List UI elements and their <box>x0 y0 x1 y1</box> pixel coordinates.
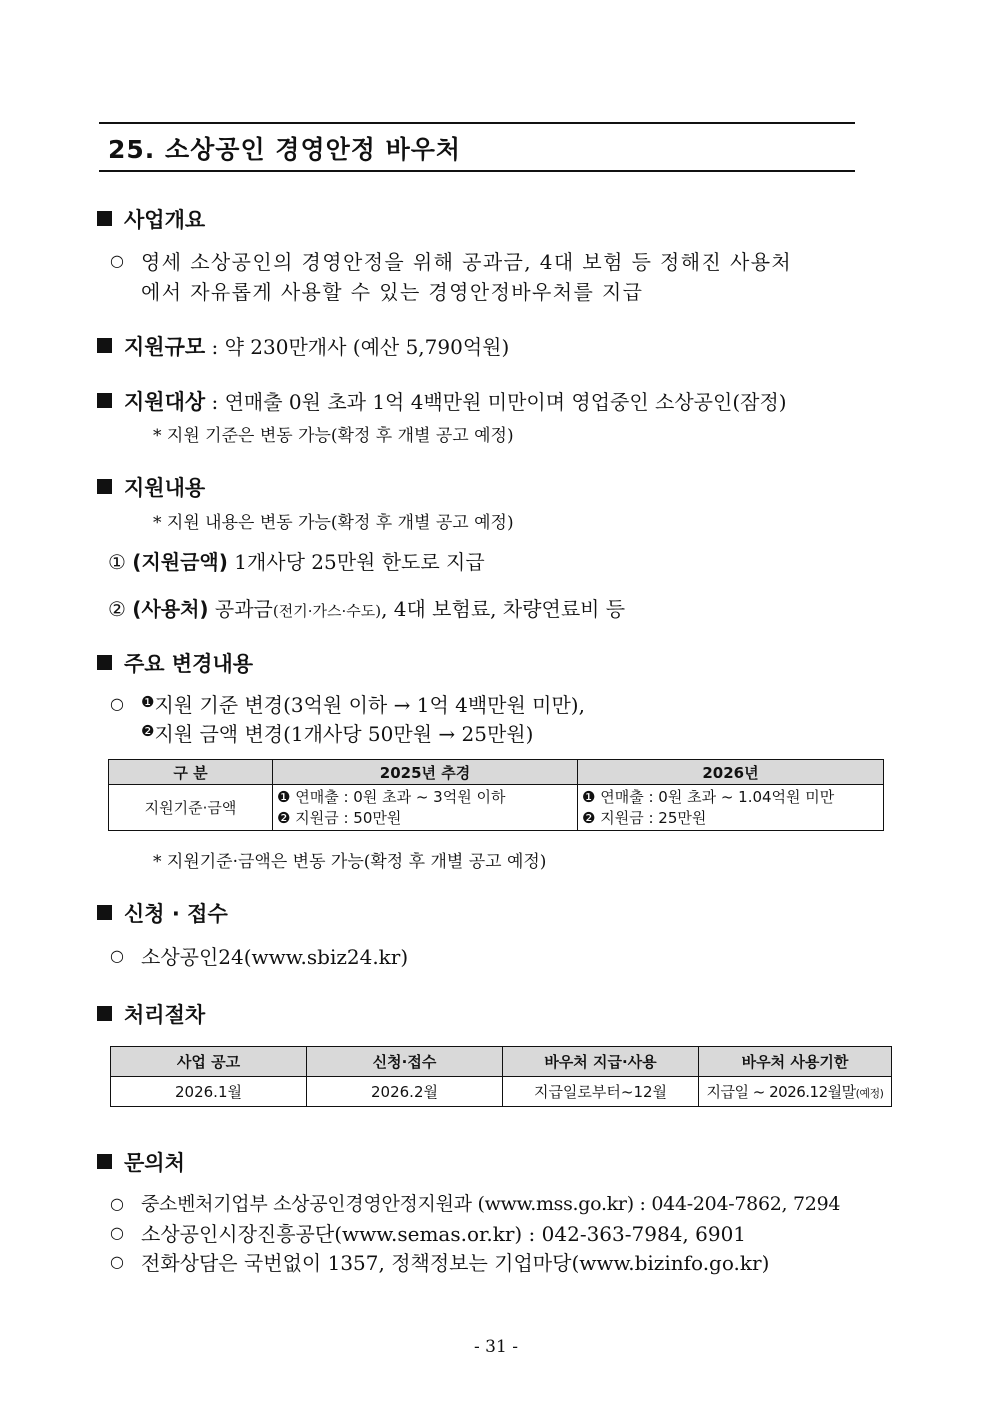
overview-line-1: 영세 소상공인의 경영안정을 위해 공과금, 4대 보험 등 정해진 사용처 <box>141 250 793 274</box>
overview-line-2: 에서 자유롭게 사용할 수 있는 경영안정바우처를 지급 <box>141 280 644 304</box>
circle-bullet-icon: ○ <box>110 694 124 713</box>
content-note: * 지원 내용은 변동 가능(확정 후 개별 공고 예정) <box>153 513 514 533</box>
page-number: - 31 - <box>474 1337 518 1357</box>
table-cell: 2026.1월 <box>111 1077 307 1107</box>
table-header: 바우처 지급·사용 <box>503 1047 699 1077</box>
table-header: 신청·접수 <box>307 1047 503 1077</box>
section-overview-heading: 사업개요 <box>97 204 205 234</box>
content-item-2: ② (사용처) 공과금(전기·가스·수도), 4대 보험료, 차량연료비 등 <box>108 597 626 621</box>
contact-line-1: 중소벤처기업부 소상공인경영안정지원과 (www.mss.go.kr) : 044-204-7862, 7294 <box>141 1193 841 1215</box>
changes-note: * 지원기준·금액은 변동 가능(확정 후 개별 공고 예정) <box>153 852 547 872</box>
section-apply-heading: 신청 · 접수 <box>97 898 228 928</box>
section-changes-heading: 주요 변경내용 <box>97 648 253 678</box>
circle-bullet-icon: ○ <box>110 251 124 270</box>
circle-bullet-icon: ○ <box>110 1223 124 1242</box>
section-target: 지원대상 : 연매출 0원 초과 1억 4백만원 미만이며 영업중인 소상공인(잠정) <box>97 386 787 416</box>
changes-line-2: $^❷$지원 금액 변경(1개사당 50만원 → 25만원) <box>141 722 534 746</box>
square-bullet-icon <box>97 338 112 353</box>
section-process-heading: 처리절차 <box>97 999 205 1029</box>
process-table <box>110 1046 892 1107</box>
apply-text: 소상공인24(www.sbiz24.kr) <box>141 945 409 969</box>
target-note: * 지원 기준은 변동 가능(확정 후 개별 공고 예정) <box>153 426 514 446</box>
contact-line-3: 전화상담은 국번없이 1357, 정책정보는 기업마당(www.bizinfo.go.kr) <box>141 1251 770 1275</box>
section-contact-heading: 문의처 <box>97 1147 185 1177</box>
section-scale: 지원규모 : 약 230만개사 (예산 5,790억원) <box>97 331 509 361</box>
square-bullet-icon <box>97 211 112 226</box>
square-bullet-icon <box>97 1154 112 1169</box>
circle-bullet-icon: ○ <box>110 946 124 965</box>
table-cell-2026: ❶ 연매출 : 0원 초과 ~ 1.04억원 미만 ❷ 지원금 : 25만원 <box>578 785 884 831</box>
table-cell-2025: ❶ 연매출 : 0원 초과 ~ 3억원 이하 ❷ 지원금 : 50만원 <box>273 785 578 831</box>
table-header: 2026년 <box>578 760 884 785</box>
table-cell: 지급일로부터~12월 <box>503 1077 699 1107</box>
table-cell: 지급일 ~ 2026.12월말(예정) <box>699 1077 892 1107</box>
table-header: 구 분 <box>109 760 273 785</box>
square-bullet-icon <box>97 479 112 494</box>
square-bullet-icon <box>97 905 112 920</box>
circle-bullet-icon: ○ <box>110 1252 124 1271</box>
table-header: 사업 공고 <box>111 1047 307 1077</box>
title-top-rule <box>99 122 855 124</box>
table-row-label: 지원기준·금액 <box>109 785 273 831</box>
square-bullet-icon <box>97 393 112 408</box>
square-bullet-icon <box>97 655 112 670</box>
changes-table <box>108 759 884 831</box>
table-header: 2025년 추경 <box>273 760 578 785</box>
content-item-1: ① (지원금액) 1개사당 25만원 한도로 지급 <box>108 550 485 574</box>
page-title: 25. 소상공인 경영안정 바우처 <box>108 135 462 164</box>
circle-bullet-icon: ○ <box>110 1194 124 1213</box>
table-cell: 2026.2월 <box>307 1077 503 1107</box>
section-content-heading: 지원내용 <box>97 472 205 502</box>
square-bullet-icon <box>97 1006 112 1021</box>
title-bottom-rule <box>99 170 855 172</box>
table-header: 바우처 사용기한 <box>699 1047 892 1077</box>
changes-line-1: $^❶$지원 기준 변경(3억원 이하 → 1억 4백만원 미만), <box>141 693 585 717</box>
contact-line-2: 소상공인시장진흥공단(www.semas.or.kr) : 042-363-7984, 6901 <box>141 1222 747 1246</box>
